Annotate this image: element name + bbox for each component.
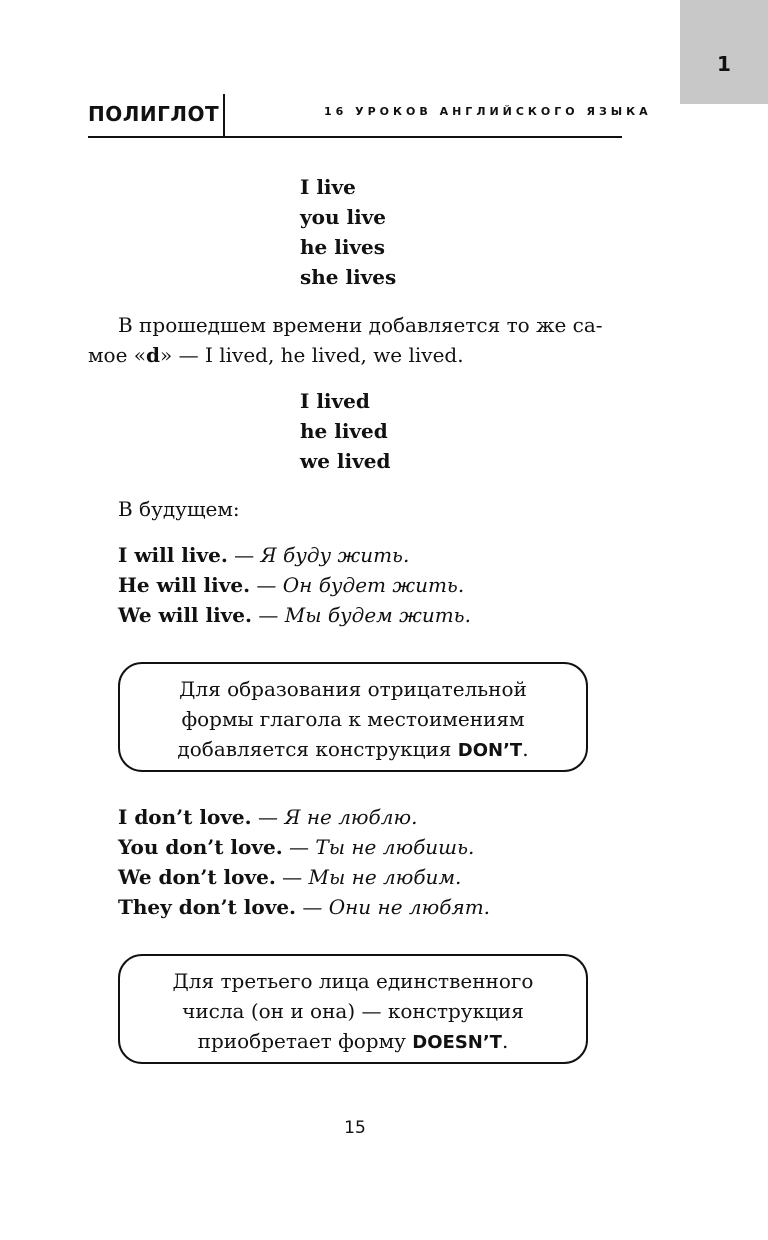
note-box-dont — [118, 662, 588, 772]
present-form: you live — [300, 205, 387, 229]
english-phrase: You don’t love. — [118, 835, 283, 859]
english-phrase: He will live. — [118, 573, 251, 597]
example-row — [118, 832, 490, 862]
note-box-doesnt — [118, 954, 588, 1064]
negative-examples-list — [118, 802, 490, 922]
english-phrase: I will live. — [118, 543, 228, 567]
russian-translation: Мы не любим. — [308, 865, 462, 889]
note-line: формы глагола к местоимениям — [181, 707, 525, 731]
note-text: добавляется конструкция — [177, 737, 458, 761]
chapter-tab — [680, 0, 768, 104]
note-line: Для третьего лица единственного — [172, 969, 534, 993]
example-row — [118, 540, 471, 570]
brand-title: ПОЛИГЛОТ — [88, 102, 220, 126]
english-phrase: I don’t love. — [118, 805, 252, 829]
present-form: he lives — [300, 235, 386, 259]
future-examples-list — [118, 540, 471, 630]
suffix-d: d — [146, 343, 161, 367]
past-tense-paragraph — [88, 310, 622, 370]
russian-translation: Я буду жить. — [260, 543, 410, 567]
dash: — — [282, 835, 316, 859]
header-divider — [223, 94, 225, 138]
english-phrase: We will live. — [118, 603, 252, 627]
header-rule — [88, 136, 622, 138]
chapter-number: 1 — [717, 52, 731, 76]
paragraph-text: » — I lived, he lived, we lived. — [160, 343, 464, 367]
past-form: he lived — [300, 419, 388, 443]
present-form: she lives — [300, 265, 397, 289]
past-form: I lived — [300, 389, 370, 413]
dash: — — [296, 895, 329, 919]
russian-translation: Ты не любишь. — [315, 835, 475, 859]
english-phrase: We don’t love. — [118, 865, 276, 889]
dash: — — [250, 573, 283, 597]
example-row — [118, 570, 471, 600]
example-row — [118, 862, 490, 892]
russian-translation: Я не люблю. — [284, 805, 418, 829]
dash: — — [275, 865, 309, 889]
note-line: числа (он и она) — конструкция — [182, 999, 524, 1023]
paragraph-text: мое « — [88, 343, 147, 367]
paragraph-line — [88, 340, 622, 370]
russian-translation: Он будет жить. — [282, 573, 465, 597]
note-line — [136, 734, 570, 766]
present-forms-list — [300, 172, 396, 292]
present-form: I live — [300, 175, 356, 199]
dash: — — [252, 603, 285, 627]
note-line: Для образования отрицательной — [179, 677, 527, 701]
paragraph-line: В прошедшем времени добавляется то же са- — [118, 313, 603, 337]
example-row — [118, 600, 471, 630]
note-line — [136, 1026, 570, 1058]
keyword-dont: DON’T — [457, 740, 523, 761]
past-form: we lived — [300, 449, 391, 473]
russian-translation: Они не любят. — [328, 895, 491, 919]
example-row — [118, 892, 490, 922]
note-text: приобретает форму — [197, 1029, 413, 1053]
paragraph-line: В будущем: — [118, 497, 240, 521]
russian-translation: Мы будем жить. — [284, 603, 471, 627]
note-text: . — [501, 1029, 509, 1053]
book-title: 16 УРОКОВ АНГЛИЙСКОГО ЯЗЫКА — [324, 105, 652, 118]
dash: — — [251, 805, 285, 829]
past-forms-list — [300, 386, 390, 476]
example-row — [118, 802, 490, 832]
future-intro — [88, 494, 622, 524]
note-text: . — [522, 737, 529, 761]
page-number: 15 — [344, 1118, 366, 1138]
keyword-doesnt: DOESN’T — [412, 1032, 502, 1053]
dash: — — [227, 543, 261, 567]
english-phrase: They don’t love. — [118, 895, 297, 919]
